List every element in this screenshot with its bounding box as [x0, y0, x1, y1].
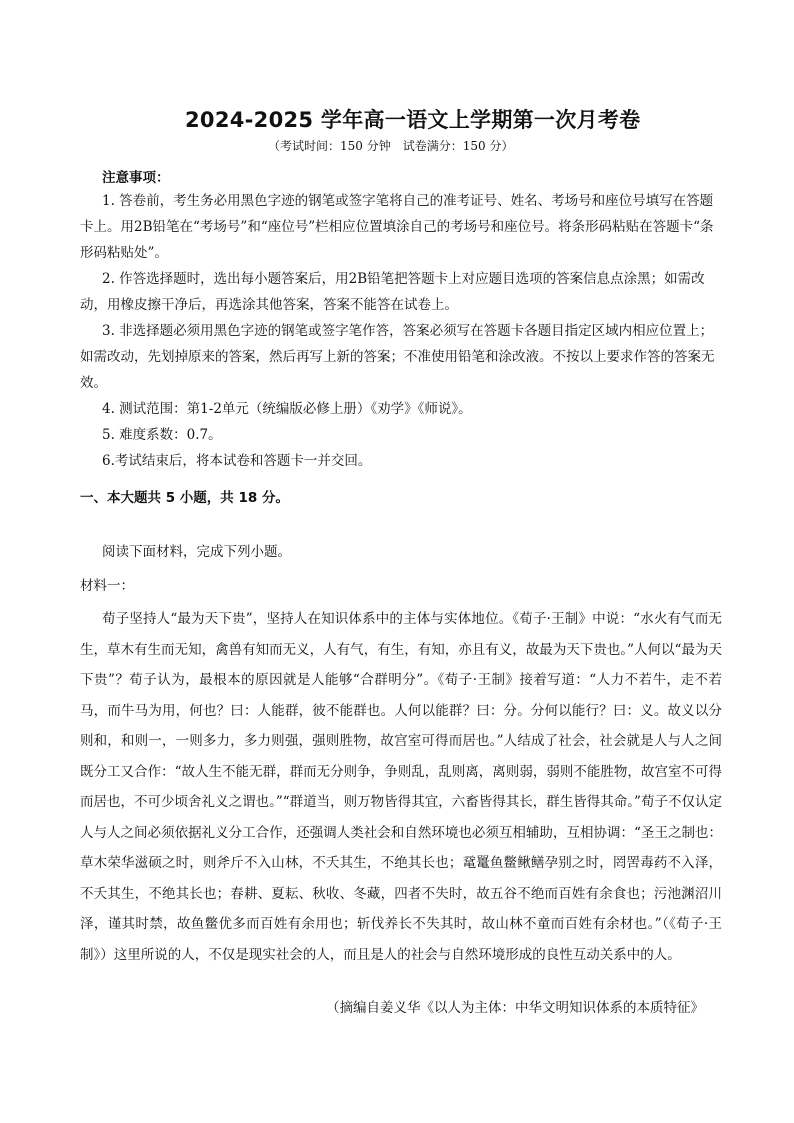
source-citation: （摘编自姜义华《以人为主体：中华文明知识体系的本质特征》 [326, 1000, 704, 1016]
exam-subtitle: （考试时间：150 分钟 试卷满分：150 分） [268, 139, 514, 153]
notice-item-4: 4. 测试范围：第1-2单元（统编版必修上册）《劝学》《师说》。 [102, 401, 472, 417]
notice-item-5: 5. 难度系数：0.7。 [102, 427, 222, 443]
material-passage: 荀子坚持人“最为天下贵”，坚持人在知识体系中的主体与实体地位。《荀子·王制》中说：“水火有气而无生，草木有生而无知，禽兽有知而无义，人有气，有生，有知，亦且有义，故最为天下贵也。”人何以“最为天下贵”？荀子认为，最根本的原因就是人能够“合群明分”。《荀子·王制》接着写道：“人力不若牛，走不若马，而牛马为用，何也？曰：人能群，彼不能群也。人何以能群？曰：分。分何以能行？曰：义。故义以分则和，和则一，一则多力，多力则强，强则胜物，故宫室可得而居也。”人结成了社会，社会就是人与人之间既分工又合作：“故人生不能无群，群而无分则争，争则乱，乱则离，离则弱，弱则不能胜物，故宫室不可得而居也，不可少顷舍礼义之谓也。”“群道当，则万物皆得其宜，六畜皆得其长，群生皆得其命。”荀子不仅认定人与人之间必须依据礼义分工合作，还强调人类社会和自然环境也必须互相辅助，互相协调：“圣王之制也：草木荣华滋硕之时，则斧斤不入山林，不夭其生，不绝其长也；鼋鼍鱼鳖鳅鳝孕别之时，罔罟毒药不入泽，不夭其生，不绝其长也；春耕、夏耘、秋收、冬藏，四者不失时，故五谷不绝而百姓有余食也；污池渊沼川泽，谨其时禁，故鱼鳖优多而百姓有余用也；斩伐养长不失其时，故山林不童而百姓有余材也。”（《荀子·王制》）这里所说的人，不仅是现实社会的人，而且是人的社会与自然环境形成的良性互动关系中的人。 [80, 611, 722, 963]
notice-item-1: 1. 答卷前，考生务必用黑色字迹的钢笔或签字笔将自己的准考证号、姓名、考场号和座位号填写在答题卡上。用2B铅笔在“考场号”和“座位号”栏相应位置填涂自己的考场号和座位号。将条形码粘贴在答题卡“条形码粘贴处”。 [80, 193, 714, 261]
material-label: 材料一： [80, 578, 134, 594]
notice-heading: 注意事项： [102, 170, 170, 186]
notice-item-3: 3. 非选择题必须用黑色字迹的钢笔或签字笔作答，答案必须写在答题卡各题目指定区域内相应位置上；如需改动，先划掉原来的答案，然后再写上新的答案；不准使用铅笔和涂改液。不按以上要求作答的答案无效。 [80, 323, 715, 391]
notice-item-6: 6.考试结束后，将本试卷和答题卡一并交回。 [102, 453, 372, 469]
notice-item-2: 2. 作答选择题时，选出每小题答案后，用2B铅笔把答题卡上对应题目选项的答案信息点涂黑；如需改动，用橡皮擦干净后，再选涂其他答案，答案不能答在试卷上。 [80, 271, 705, 313]
reading-instruction: 阅读下面材料，完成下列小题。 [102, 544, 291, 560]
section-heading: 一、本大题共 5 小题，共 18 分。 [80, 490, 289, 506]
exam-title: 2024-2025 学年高一语文上学期第一次月考卷 [185, 108, 641, 132]
